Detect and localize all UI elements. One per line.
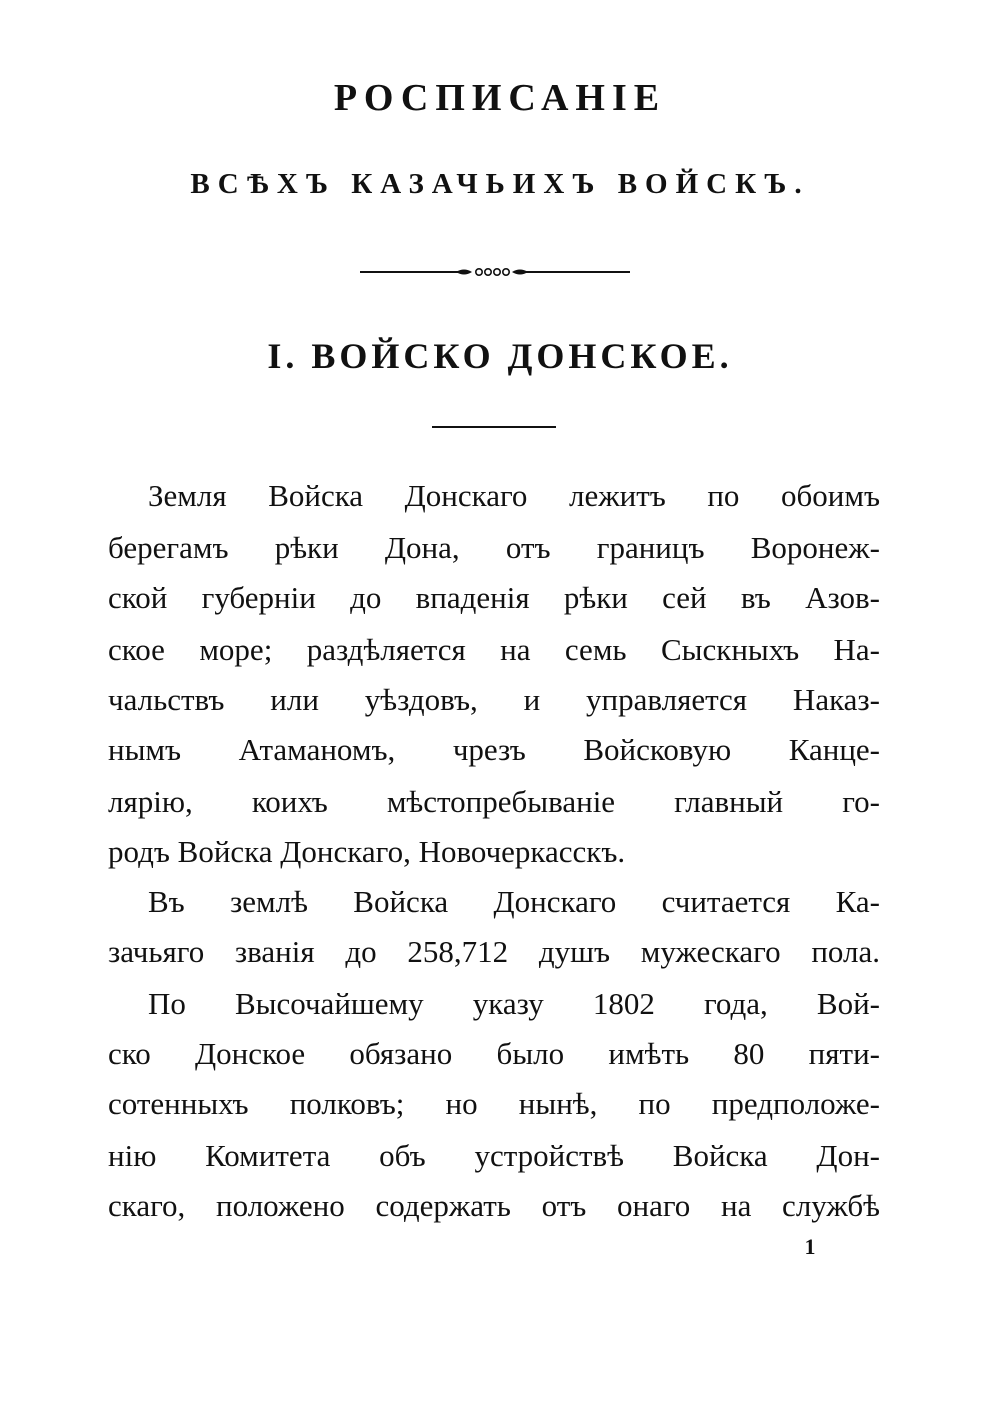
text-line: чальствъ или уѣздовъ, и управляется Наказ- [108,682,880,717]
text-line: ской губерніи до впаденія рѣки сей въ Азов- [108,580,880,615]
text-line: лярію, коихъ мѣстопребываніе главный го- [108,784,880,819]
text-line: берегамъ рѣки Дона, отъ границъ Воронеж- [108,530,880,565]
text-line: Въ землѣ Войска Донскаго считается Ка- [148,884,880,919]
text-line: родъ Войска Донскаго, Новочеркасскъ. [108,834,626,869]
section-heading: I. ВОЙСКО ДОНСКОЕ. [267,336,733,376]
text-line: сотенныхъ полковъ; но нынѣ, по предположе- [108,1086,880,1121]
ornament-divider [360,262,630,282]
text-line: нію Комитета объ устройствѣ Войска Дон- [108,1138,880,1173]
page-title: РОСПИСАНІЕ [333,77,667,119]
text-line: скаго, положено содержать отъ онаго на службѣ [108,1188,880,1223]
text-line: ское море; раздѣляется на семь Сыскныхъ На- [108,632,880,667]
page-number: 1 [804,1234,816,1259]
text-line: По Высочайшему указу 1802 года, Вой- [148,986,880,1021]
text-line: нымъ Атаманомъ, чрезъ Войсковую Канце- [108,732,880,767]
text-line: ско Донское обязано было имѣть 80 пяти- [108,1036,880,1071]
text-line: зачьяго званія до 258,712 душъ мужескаго пола. [108,934,880,969]
text-line: Земля Войска Донскаго лежитъ по обоимъ [148,478,880,513]
heading-rule [432,426,556,428]
page-subtitle: ВСѢХЪ КАЗАЧЬИХЪ ВОЙСКЪ. [190,168,810,200]
